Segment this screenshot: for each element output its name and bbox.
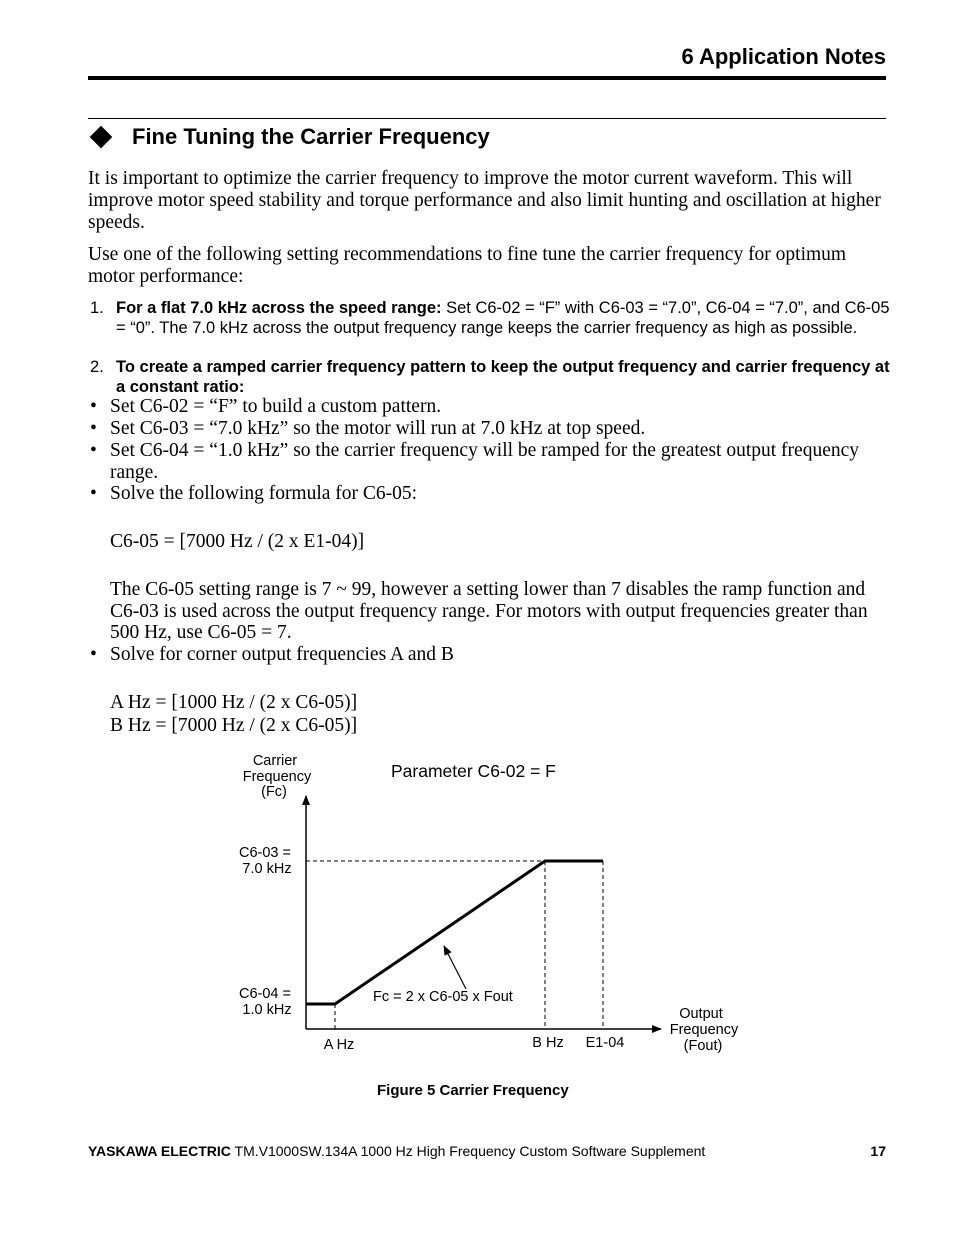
x-axis-label-line: Output	[679, 1006, 723, 1022]
x-label-e1-04: E1-04	[585, 1035, 625, 1051]
footer	[88, 1143, 705, 1159]
recommendation-paragraph: Use one of the following setting recommendations to fine tune the carrier frequency for optimum motor performance:	[88, 244, 847, 287]
list-item-text: Set C6-04 = “1.0 kHz” so the carrier frequency will be ramped for the greatest output frequency range.	[110, 440, 860, 483]
y-bottom-label-line: C6-04 =	[238, 986, 291, 1002]
item-number: 2.	[90, 358, 104, 376]
y-bottom-label	[239, 986, 295, 1018]
list-item	[90, 440, 890, 483]
numbered-item-flat	[90, 299, 890, 338]
item-text: Set C6-02 = “F” with C6-03 = “7.0”, C6-04 = “7.0”, and C6-05 = “0”. The 7.0 kHz across the output frequency range keeps the carrier frequency as high as possible.	[116, 299, 890, 337]
x-axis-label	[670, 1006, 743, 1054]
section-heading	[88, 124, 490, 150]
y-top-label	[239, 845, 295, 877]
list-item	[90, 418, 890, 440]
section-rule	[88, 118, 886, 119]
y-top-label-line: 7.0 kHz	[242, 861, 292, 877]
footer-doc-title: TM.V1000SW.134A 1000 Hz High Frequency Custom Software Supplement	[230, 1143, 706, 1159]
header-thick-rule	[88, 76, 886, 80]
list-item	[90, 644, 890, 666]
parameter-label: Parameter C6-02 = F	[391, 761, 556, 781]
bullet-icon: •	[90, 440, 97, 461]
list-item-text: Solve the following formula for C6-05:	[110, 483, 418, 504]
bullet-icon: •	[90, 644, 97, 665]
bullet-icon: •	[90, 396, 97, 417]
footer-brand: YASKAWA ELECTRIC	[88, 1143, 231, 1159]
setting-range-note: The C6-05 setting range is 7 ~ 99, however a setting lower than 7 disables the ramp function and C6-03 is used across the output frequency range. For motors with output frequencies greater than 500 Hz, use C6-05 = 7.	[110, 579, 868, 643]
formula-c6-05: C6-05 = [7000 Hz / (2 x E1-04)]	[110, 531, 365, 552]
x-axis-label-line: (Fout)	[683, 1038, 723, 1054]
formula-b-hz: B Hz = [7000 Hz / (2 x C6-05)]	[110, 715, 358, 736]
item-number: 1.	[90, 299, 104, 317]
chapter-header: 6 Application Notes	[681, 44, 886, 69]
bullet-icon: •	[90, 418, 97, 439]
numbered-item-ramped	[90, 358, 890, 397]
formula-a-hz: A Hz = [1000 Hz / (2 x C6-05)]	[110, 692, 358, 713]
list-item-text: Set C6-02 = “F” to build a custom pattern.	[110, 396, 442, 417]
y-top-label-line: C6-03 =	[238, 845, 291, 861]
list-item-text: Set C6-03 = “7.0 kHz” so the motor will run at 7.0 kHz at top speed.	[110, 418, 646, 439]
section-title: Fine Tuning the Carrier Frequency	[132, 124, 490, 149]
annotation-pointer	[444, 946, 466, 989]
x-label-b-hz: B Hz	[532, 1035, 564, 1051]
curve-annotation: Fc = 2 x C6-05 x Fout	[373, 989, 513, 1005]
y-axis-label	[243, 753, 316, 800]
y-axis-label-line: (Fc)	[261, 784, 287, 800]
carrier-frequency-curve	[306, 861, 603, 1004]
y-axis-label-line: Frequency	[242, 769, 312, 785]
y-axis-label-line: Carrier	[252, 753, 298, 769]
list-item	[90, 483, 890, 505]
item-bold-lead: To create a ramped carrier frequency pattern to keep the output frequency and carrier frequency at a constant ratio:	[116, 358, 890, 396]
y-bottom-label-line: 1.0 kHz	[242, 1002, 292, 1018]
diamond-bullet-icon	[90, 126, 113, 149]
list-item	[90, 396, 890, 418]
intro-paragraph: It is important to optimize the carrier frequency to improve the motor current waveform. This will improve motor speed stability and torque performance and also limit hunting and oscillation at higher speeds.	[88, 168, 881, 233]
bullet-icon: •	[90, 483, 97, 504]
item-bold-lead: For a flat 7.0 kHz across the speed range:	[116, 299, 442, 317]
list-item-text: Solve for corner output frequencies A and B	[110, 644, 454, 665]
x-label-a-hz: A Hz	[323, 1037, 355, 1053]
figure-caption: Figure 5 Carrier Frequency	[377, 1082, 569, 1099]
x-axis-label-line: Frequency	[669, 1022, 739, 1038]
page-number: 17	[870, 1143, 886, 1159]
